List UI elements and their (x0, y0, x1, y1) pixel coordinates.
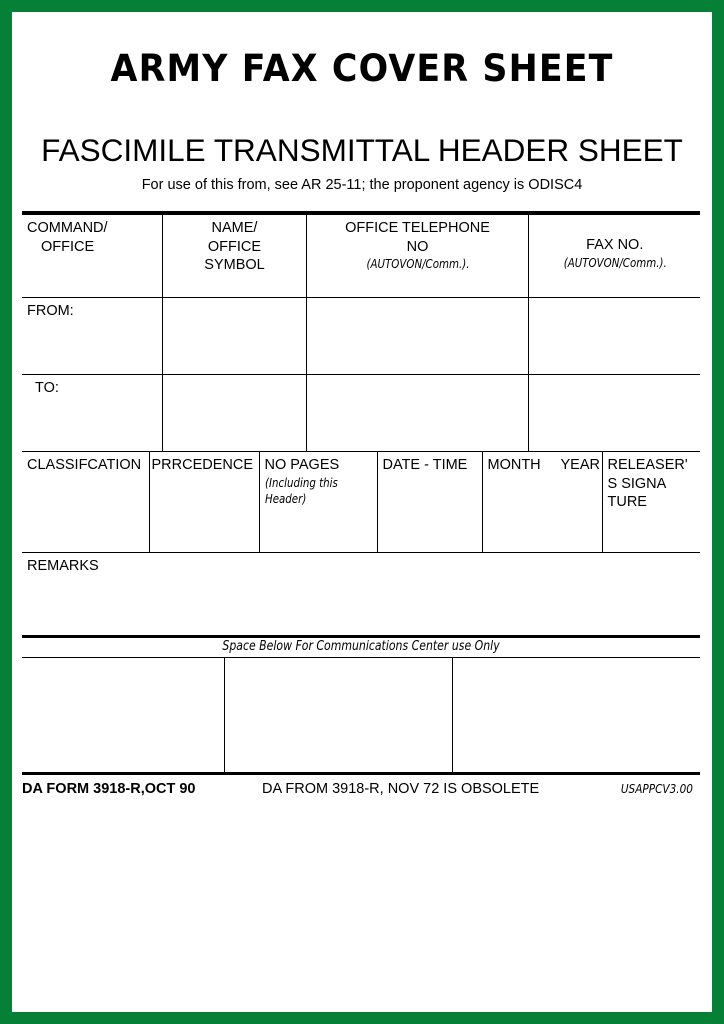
row-label-from: FROM: (22, 298, 162, 375)
month-label: MONTH (487, 457, 541, 473)
header-telephone-line1: OFFICE TELEPHONE (345, 220, 490, 236)
header-office-telephone (306, 213, 528, 298)
authority-note: For use of this from, see AR 25-11; the proponent agency is ODISC4 (141, 176, 583, 193)
remarks-label: REMARKS (27, 558, 99, 574)
row-label-to: TO: (22, 375, 162, 452)
header-name-office-symbol (162, 213, 306, 298)
routing-row-from (22, 298, 700, 375)
header-name-line1: NAME/ (211, 220, 258, 236)
no-pages-label: NO PAGES (264, 457, 340, 473)
header-command-office-line1: COMMAND/ (27, 220, 108, 236)
form-body (22, 211, 702, 797)
comms-box-1[interactable] (22, 658, 224, 774)
header-telephone-line2: NO (406, 238, 429, 255)
detail-row (22, 452, 700, 553)
header-fax-label: FAX NO. (586, 237, 644, 253)
comms-box-2[interactable] (224, 658, 452, 774)
cell-month-year[interactable] (482, 452, 602, 553)
classification-label: CLASSIFCATION (27, 457, 142, 473)
comms-center-boxes (22, 658, 700, 775)
comms-box-row (22, 658, 700, 774)
releaser-signature-line1: RELEASER' (607, 457, 688, 473)
releaser-signature-line3: TURE (607, 494, 647, 511)
form-footer (22, 781, 700, 797)
header-fax-no (528, 213, 700, 298)
routing-row-to (22, 375, 700, 452)
detail-table (22, 452, 700, 553)
from-fax-no-field[interactable] (528, 298, 700, 375)
form-subtitle: FASCIMILE TRANSMITTAL HEADER SHEET (41, 132, 683, 168)
cell-remarks[interactable] (22, 553, 700, 635)
date-time-label: DATE - TIME (382, 457, 468, 473)
header-name-line3: SYMBOL (204, 257, 265, 274)
remarks-table (22, 553, 700, 635)
page-title: ARMY FAX COVER SHEET (110, 47, 614, 90)
to-fax-no-field[interactable] (528, 375, 700, 452)
no-pages-note-line2: Header) (264, 490, 306, 506)
cell-classification[interactable] (22, 452, 149, 553)
year-label: YEAR (560, 457, 600, 473)
cell-releaser-signature[interactable] (602, 452, 700, 553)
no-pages-note-line1: (Including this (264, 474, 338, 490)
from-office-telephone-field[interactable] (306, 298, 528, 375)
routing-table (22, 211, 700, 452)
footer-form-number: DA FORM 3918-R,OCT 90 (22, 781, 196, 798)
footer-version-code: USAPPCV3.00 (621, 781, 694, 797)
header-fax-note: (AUTOVON/Comm.). (563, 254, 667, 270)
precedence-label: PRRCEDENCE (151, 457, 254, 473)
to-office-telephone-field[interactable] (306, 375, 528, 452)
cell-no-pages[interactable] (259, 452, 377, 553)
to-name-office-symbol-field[interactable] (162, 375, 306, 452)
comms-center-label: Space Below For Communications Center use Only (22, 635, 700, 658)
from-name-office-symbol-field[interactable] (162, 298, 306, 375)
fax-cover-sheet (12, 12, 712, 1012)
cell-precedence[interactable] (149, 452, 259, 553)
routing-header-row (22, 213, 700, 298)
header-command-office (22, 213, 162, 298)
cell-date-time[interactable] (377, 452, 482, 553)
month-year-labels (488, 456, 598, 475)
comms-box-3[interactable] (452, 658, 700, 774)
header-name-line2: OFFICE (207, 238, 262, 255)
footer-obsolete-note: DA FROM 3918-R, NOV 72 IS OBSOLETE (262, 781, 540, 798)
remarks-row (22, 553, 700, 635)
header-command-office-line2: OFFICE (41, 238, 95, 255)
header-telephone-note: (AUTOVON/Comm.). (366, 256, 469, 272)
releaser-signature-line2: S SIGNA (607, 475, 667, 492)
